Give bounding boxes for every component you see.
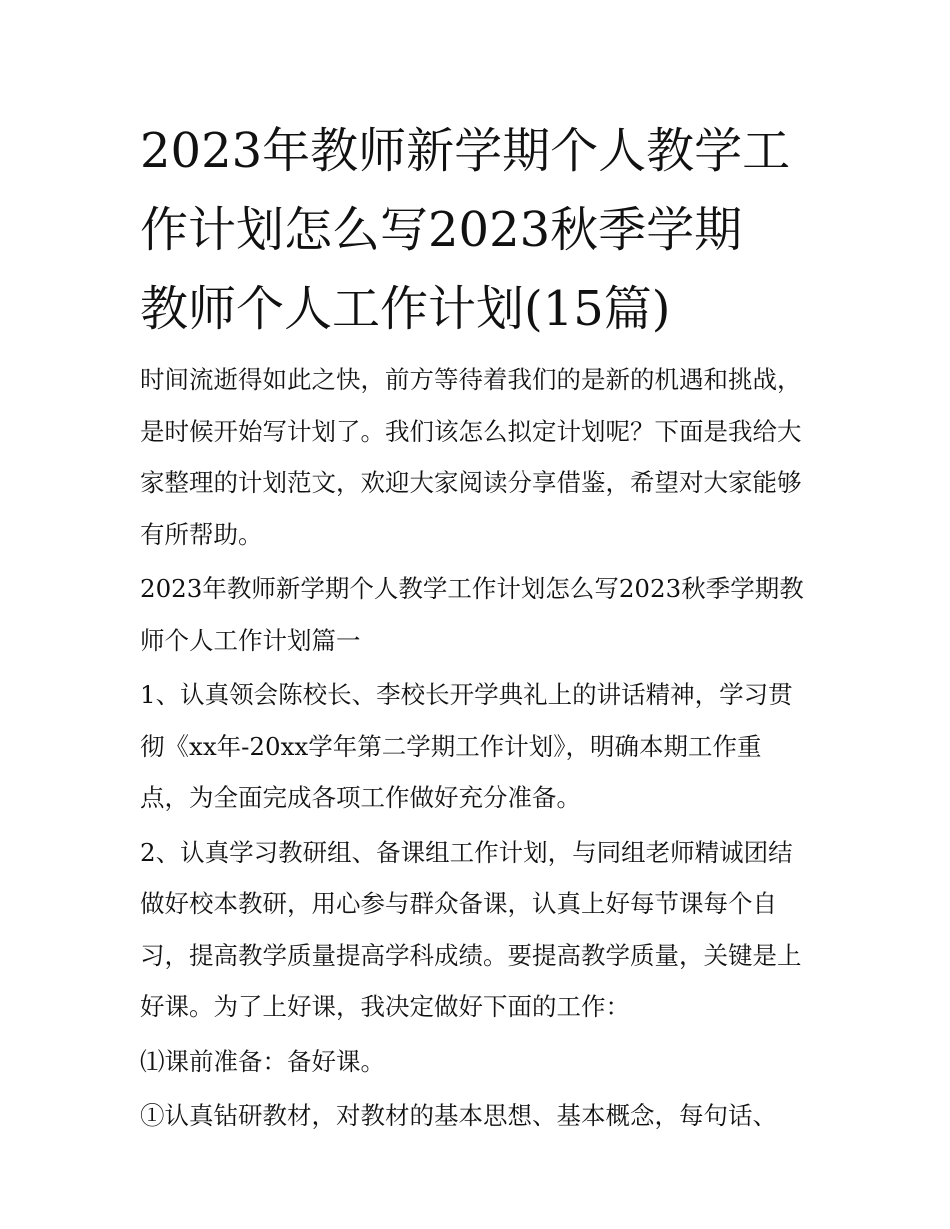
sub-sub-item-paragraph bbox=[140, 1090, 830, 1142]
section-heading-paragraph bbox=[140, 563, 830, 666]
text-line: 彻《xx年-20xx学年第二学期工作计划》，明确本期工作重 bbox=[140, 731, 762, 761]
title-line: 教师个人工作计划(15篇) bbox=[140, 281, 671, 337]
text-line: 点，为全面完成各项工作做好充分准备。 bbox=[140, 783, 581, 812]
document-body bbox=[140, 354, 830, 1145]
text-line: 家整理的计划范文，欢迎大家阅读分享借鉴，希望对大家能够 bbox=[140, 468, 802, 497]
text-line: 好课。为了上好课，我决定做好下面的工作： bbox=[140, 992, 630, 1021]
text-line: 时间流逝得如此之快，前方等待着我们的是新的机遇和挑战， bbox=[140, 365, 802, 394]
sub-item-paragraph bbox=[140, 1036, 830, 1088]
text-line: 2023年教师新学期个人教学工作计划怎么写2023秋季学期教 bbox=[140, 574, 804, 603]
text-line: ①认真钻研教材，对教材的基本思想、基本概念，每句话、 bbox=[140, 1101, 777, 1130]
text-line: 1、认真领会陈校长、李校长开学典礼上的讲话精神，学习贯 bbox=[140, 680, 793, 709]
text-line: 习，提高教学质量提高学科成绩。要提高教学质量，关键是上 bbox=[140, 940, 802, 970]
item-1-paragraph bbox=[140, 669, 830, 824]
text-line: 做好校本教研，用心参与群众备课，认真上好每节课每个自 bbox=[140, 889, 777, 918]
item-2-paragraph bbox=[140, 827, 830, 1033]
text-line: 是时候开始写计划了。我们该怎么拟定计划呢？下面是我给大 bbox=[140, 416, 802, 446]
title-line: 作计划怎么写2023秋季学期 bbox=[140, 202, 743, 258]
text-line: ⑴课前准备：备好课。 bbox=[140, 1046, 385, 1076]
text-line: 师个人工作计划篇一 bbox=[140, 625, 361, 655]
title-line: 2023年教师新学期个人教学工 bbox=[140, 123, 791, 179]
document-title bbox=[140, 112, 820, 349]
text-line: 有所帮助。 bbox=[140, 519, 263, 549]
text-line: 2、认真学习教研组、备课组工作计划，与同组老师精诚团结 bbox=[140, 837, 793, 867]
intro-paragraph bbox=[140, 354, 830, 560]
